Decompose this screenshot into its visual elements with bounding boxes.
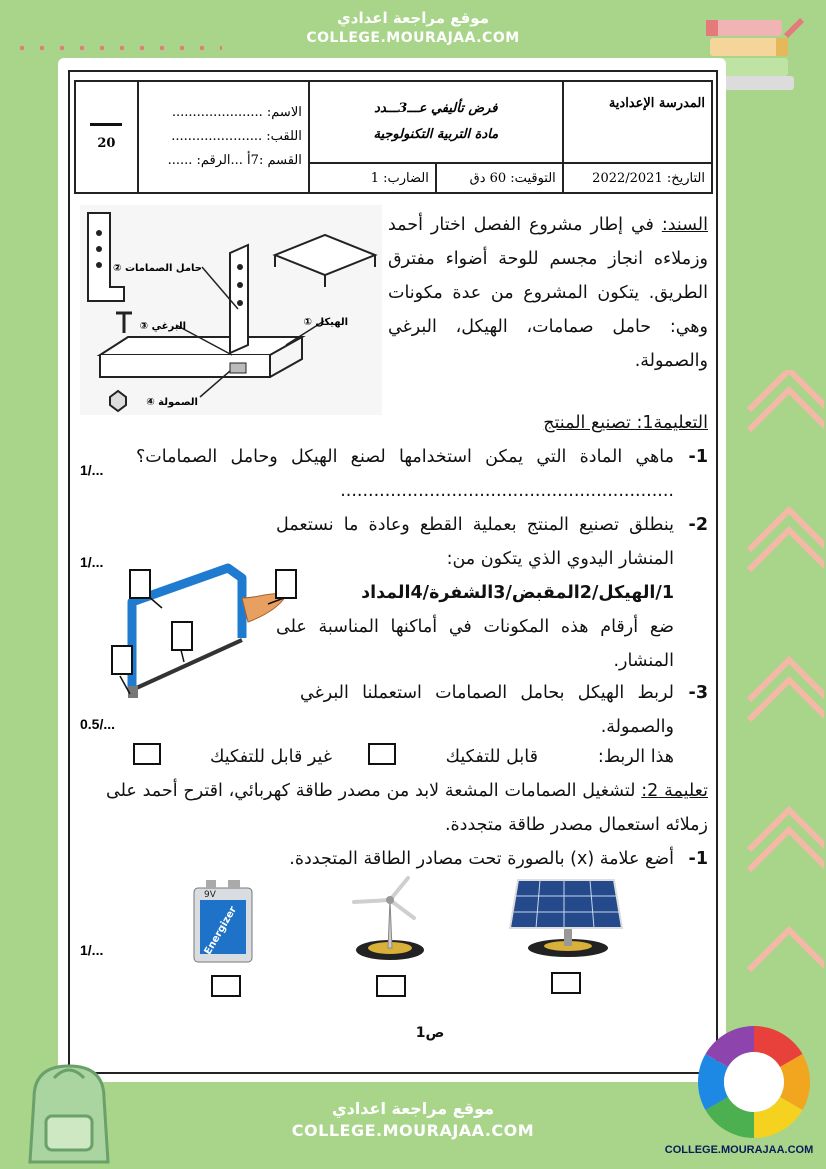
- instruction2-paragraph: [106, 774, 708, 842]
- wind-turbine-checkbox[interactable]: [376, 975, 406, 997]
- q2-text: ينطلق تصنيع المنتج بعملية القطع وعادة ما نستعمل المنشار اليدوي الذي يتكون من:: [276, 515, 674, 569]
- instruction2-text: لتشغيل الصمامات المشعة لابد من مصدر طاقة كهربائي، اقترح أحمد على زملائه استعمال مصدر طاقة متجددة.: [106, 781, 708, 835]
- exam-title-line2: مادة التربية التكنولوجية: [373, 127, 499, 142]
- student-id-fields: [138, 81, 309, 193]
- exam-header-table: [74, 80, 713, 194]
- exam-title: [309, 81, 563, 163]
- q2-number: 2-: [688, 515, 708, 535]
- q3-checkbox-detachable[interactable]: [368, 743, 396, 765]
- instruction1-label: التعليمة1:: [636, 413, 708, 433]
- svg-text:~: ~: [187, 584, 199, 597]
- q2-1-number: 1-: [688, 849, 708, 869]
- q2-score: 1/...: [80, 554, 104, 570]
- context-text: في إطار مشروع الفصل اختار أحمد وزملاءه انجاز مجسم للوحة أضواء مفترق الطريق. يتكون المشروع من عدة مكونات وهي: حامل صمامات، الهيكل، البرغي والصمولة.: [388, 215, 708, 371]
- solar-panel-checkbox[interactable]: [551, 972, 581, 994]
- q3-option-not-detachable: غير قابل للتفكيك: [210, 747, 332, 767]
- q2-task: ضع أرقام هذه المكونات في أماكنها المناسبة على المنشار.: [276, 617, 674, 671]
- solar-panel-image: [504, 876, 630, 958]
- question-1-3: [300, 676, 708, 744]
- q3-option-detachable: قابل للتفكيك: [445, 747, 538, 767]
- saw-part-box-frame[interactable]: [129, 569, 151, 599]
- instruction2-label: تعليمة 2:: [641, 781, 708, 801]
- saw-part-box-tensioner[interactable]: [111, 645, 133, 675]
- q1-score: 1/...: [80, 462, 104, 478]
- surname-field[interactable]: اللقب: ......................: [171, 129, 302, 144]
- footer-site-name: موقع مراجعة اعدادي: [331, 1099, 495, 1118]
- q1-text: ماهي المادة التي يمكن استخدامها لصنع الهيكل وحامل الصمامات؟ ............................................................: [136, 447, 674, 501]
- q2-1-score: 1/...: [80, 942, 104, 958]
- q3-text: لربط الهيكل بحامل الصمامات استعملنا البرغي والصمولة.: [300, 683, 674, 737]
- context-paragraph: [388, 208, 708, 378]
- chevron-decoration-icon: [734, 370, 824, 1010]
- exam-duration: التوقيت: 60 دق: [436, 163, 563, 193]
- exam-coefficient: الضارب: 1: [309, 163, 436, 193]
- instruction1-title: [380, 406, 708, 440]
- battery-image: [190, 878, 256, 964]
- question-1-1: [136, 440, 708, 508]
- score-line: [90, 123, 122, 126]
- context-label: السند:: [661, 215, 708, 235]
- battery-checkbox[interactable]: [211, 975, 241, 997]
- name-field[interactable]: الاسم: ......................: [171, 105, 302, 120]
- q1-number: 1-: [688, 447, 708, 467]
- logo-caption[interactable]: COLLEGE.MOURAJAA.COM: [664, 1144, 814, 1156]
- exam-title-line1: فرض تأليفي عـــ3ـــدد: [374, 101, 498, 116]
- wind-turbine-image: [344, 872, 436, 962]
- label-valve-holder: ② حامل الصمامات: [112, 263, 202, 274]
- question-2-1: [136, 842, 708, 876]
- saw-part-box-blade[interactable]: [171, 621, 193, 651]
- label-nut: ④ الصمولة: [146, 397, 198, 408]
- site-name: موقع مراجعة اعدادي: [337, 9, 489, 27]
- q2-parts: 1/الهيكل/2المقبض/3الشفرة/4المداد: [361, 583, 674, 603]
- q3-number: 3-: [688, 683, 708, 703]
- site-domain[interactable]: COLLEGE.MOURAJAA.COM: [306, 30, 520, 46]
- question-1-2: [276, 508, 708, 678]
- site-logo-icon: [696, 1024, 812, 1140]
- label-screw: ③ البرغي: [139, 321, 186, 332]
- q3-link-label: هذا الربط:: [597, 747, 674, 767]
- score-box: [75, 81, 138, 193]
- label-frame: ① الهيكل: [303, 317, 348, 328]
- page-number: ص1: [415, 1025, 445, 1041]
- q3-score: 0.5/...: [80, 716, 116, 732]
- saw-part-box-handle[interactable]: [275, 569, 297, 599]
- q2-1-text: أضع علامة (x) بالصورة تحت مصادر الطاقة المتجددة.: [289, 849, 674, 869]
- battery-label: 9V: [204, 890, 216, 900]
- school-name: المدرسة الإعدادية: [563, 81, 712, 163]
- score-total: 20: [97, 136, 116, 151]
- svg-text:Energizer: Energizer: [202, 904, 240, 957]
- q3-checkbox-not-detachable[interactable]: [133, 743, 161, 765]
- exam-date: التاريخ: 2022/2021: [563, 163, 712, 193]
- class-field[interactable]: القسم :7أ ...الرقم: ......: [167, 153, 302, 168]
- assembly-figure: [80, 205, 382, 415]
- decorative-dots: [12, 44, 222, 52]
- instruction1-heading: تصنيع المنتج: [543, 413, 637, 433]
- footer-site-domain[interactable]: COLLEGE.MOURAJAA.COM: [291, 1121, 535, 1140]
